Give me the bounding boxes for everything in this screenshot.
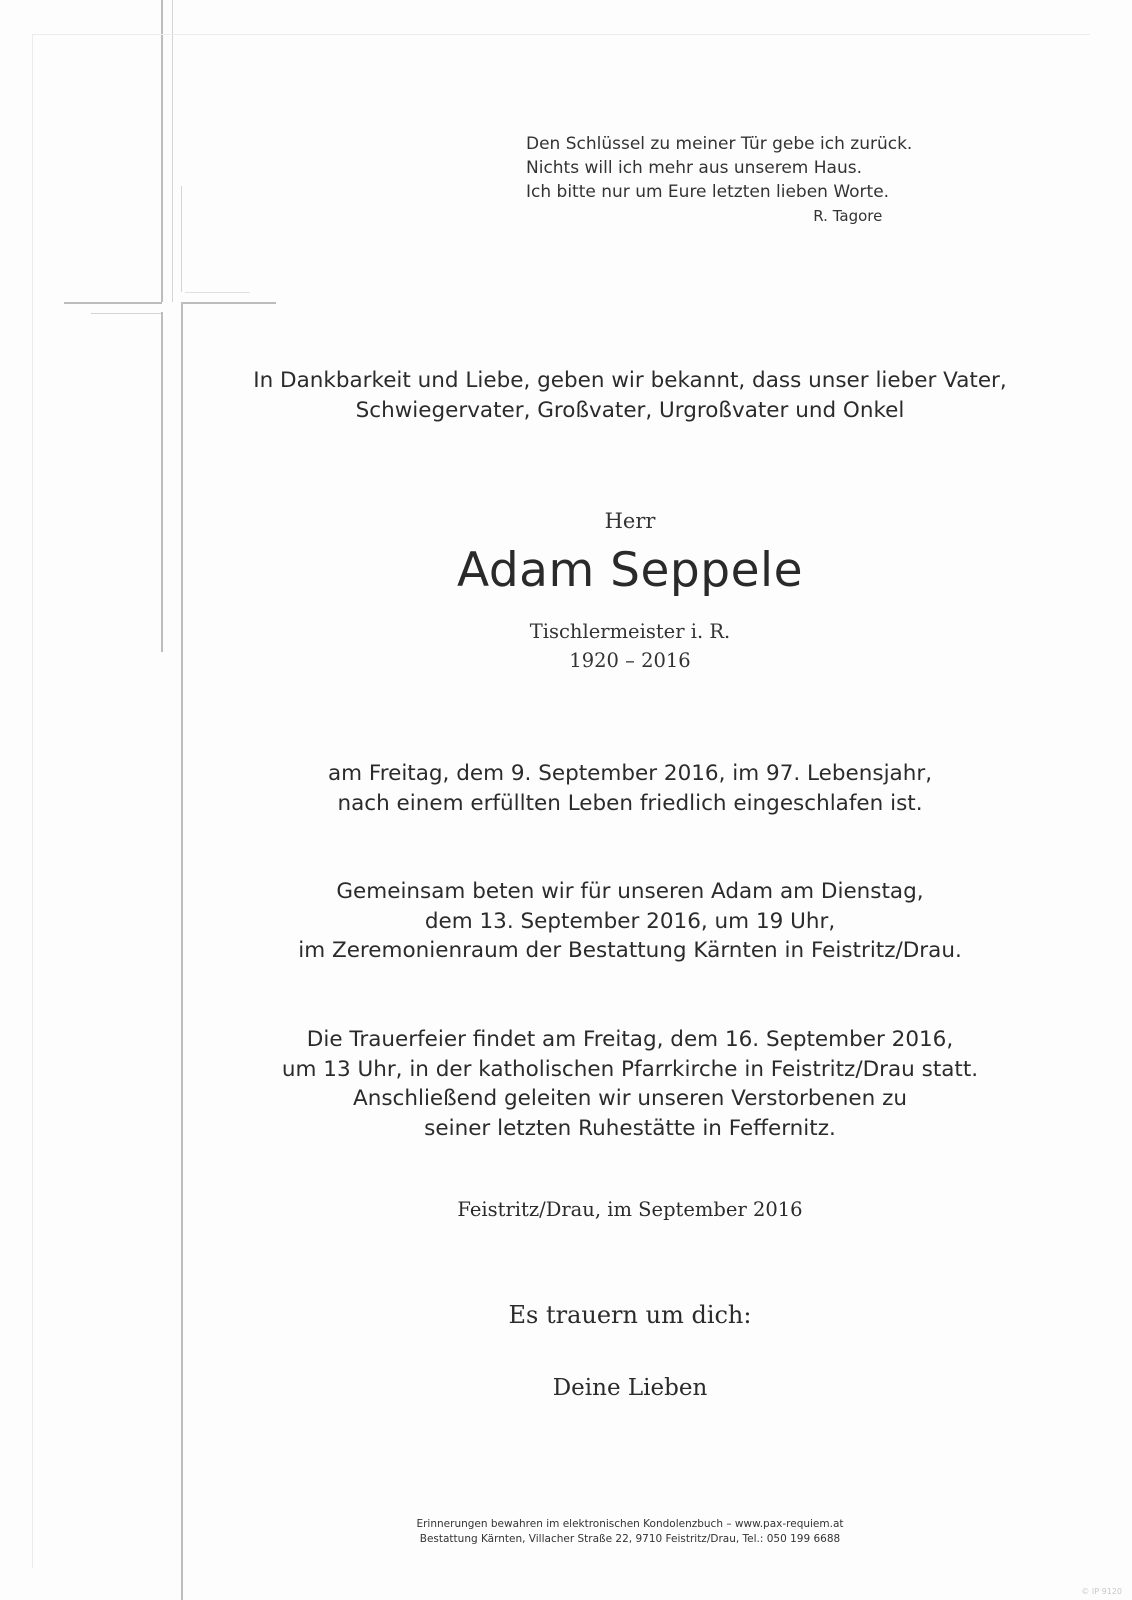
intro-line: Schwiegervater, Großvater, Urgroßvater und Onkel: [355, 398, 905, 423]
prayer-notice: [180, 877, 1080, 966]
footer: [180, 1517, 1080, 1547]
cross-vertical-outer: [161, 0, 163, 302]
cross-horizontal-mid: [185, 292, 250, 293]
cross-horizontal-upper: [64, 302, 162, 304]
funeral-notice: [180, 1025, 1080, 1143]
footer-condolence-line: Erinnerungen bewahren im elektronischen Kondolenzbuch – www.pax-requiem.at: [416, 1518, 844, 1530]
intro-line: In Dankbarkeit und Liebe, geben wir bekannt, dass unser lieber Vater,: [253, 368, 1007, 393]
death-notice: [180, 759, 1080, 818]
motto-line: Ich bitte nur um Eure letzten lieben Worte.: [526, 182, 890, 202]
prayer-line: dem 13. September 2016, um 19 Uhr,: [424, 908, 836, 934]
prayer-line: im Zeremonienraum der Bestattung Kärnten in Feistritz/Drau.: [298, 938, 962, 963]
deceased-name: Adam Seppele: [457, 543, 803, 598]
death-notice-line: am Freitag, dem 9. September 2016, im 97. Lebensjahr,: [327, 761, 933, 786]
funeral-line: Anschließend geleiten wir unseren Verstorbenen zu: [352, 1086, 907, 1111]
motto-line: Den Schlüssel zu meiner Tür gebe ich zurück.: [526, 134, 913, 154]
funeral-line: Die Trauerfeier findet am Freitag, dem 16. September 2016,: [306, 1027, 954, 1052]
motto-line: Nichts will ich mehr aus unserem Haus.: [526, 158, 862, 178]
funeral-line: um 13 Uhr, in der katholischen Pfarrkirche in Feistritz/Drau statt.: [281, 1056, 979, 1082]
page-edge-left: [32, 34, 33, 1568]
cross-vertical-inner: [172, 0, 173, 302]
intro-text: [180, 366, 1080, 426]
death-notice-line: nach einem erfüllten Leben friedlich eingeschlafen ist.: [337, 790, 923, 816]
deceased-profession: Tischlermeister i. R.: [529, 620, 731, 643]
mourners-signature: Deine Lieben: [552, 1375, 708, 1401]
cross-vertical-main-upper: [181, 186, 182, 292]
salutation: Herr: [604, 509, 656, 533]
place-date: Feistritz/Drau, im September 2016: [457, 1198, 803, 1221]
footer-address-line: Bestattung Kärnten, Villacher Straße 22, 9710 Feistritz/Drau, Tel.: 050 199 6688: [419, 1533, 841, 1545]
motto-quote: [526, 132, 912, 228]
cross-horizontal-right: [181, 302, 276, 304]
mourners-heading: Es trauern um dich:: [508, 1301, 752, 1329]
cross-horizontal-lower: [91, 313, 161, 314]
cross-vertical-outer-lower: [161, 312, 163, 652]
deceased-years: 1920 – 2016: [569, 649, 691, 672]
motto-author: R. Tagore: [813, 207, 883, 225]
funeral-line: seiner letzten Ruhestätte in Feffernitz.: [424, 1115, 836, 1141]
print-stamp: © IP 9120: [1081, 1587, 1122, 1596]
page-edge-top: [32, 34, 1090, 35]
prayer-line: Gemeinsam beten wir für unseren Adam am Dienstag,: [336, 879, 924, 904]
deceased-details: [180, 617, 1080, 675]
